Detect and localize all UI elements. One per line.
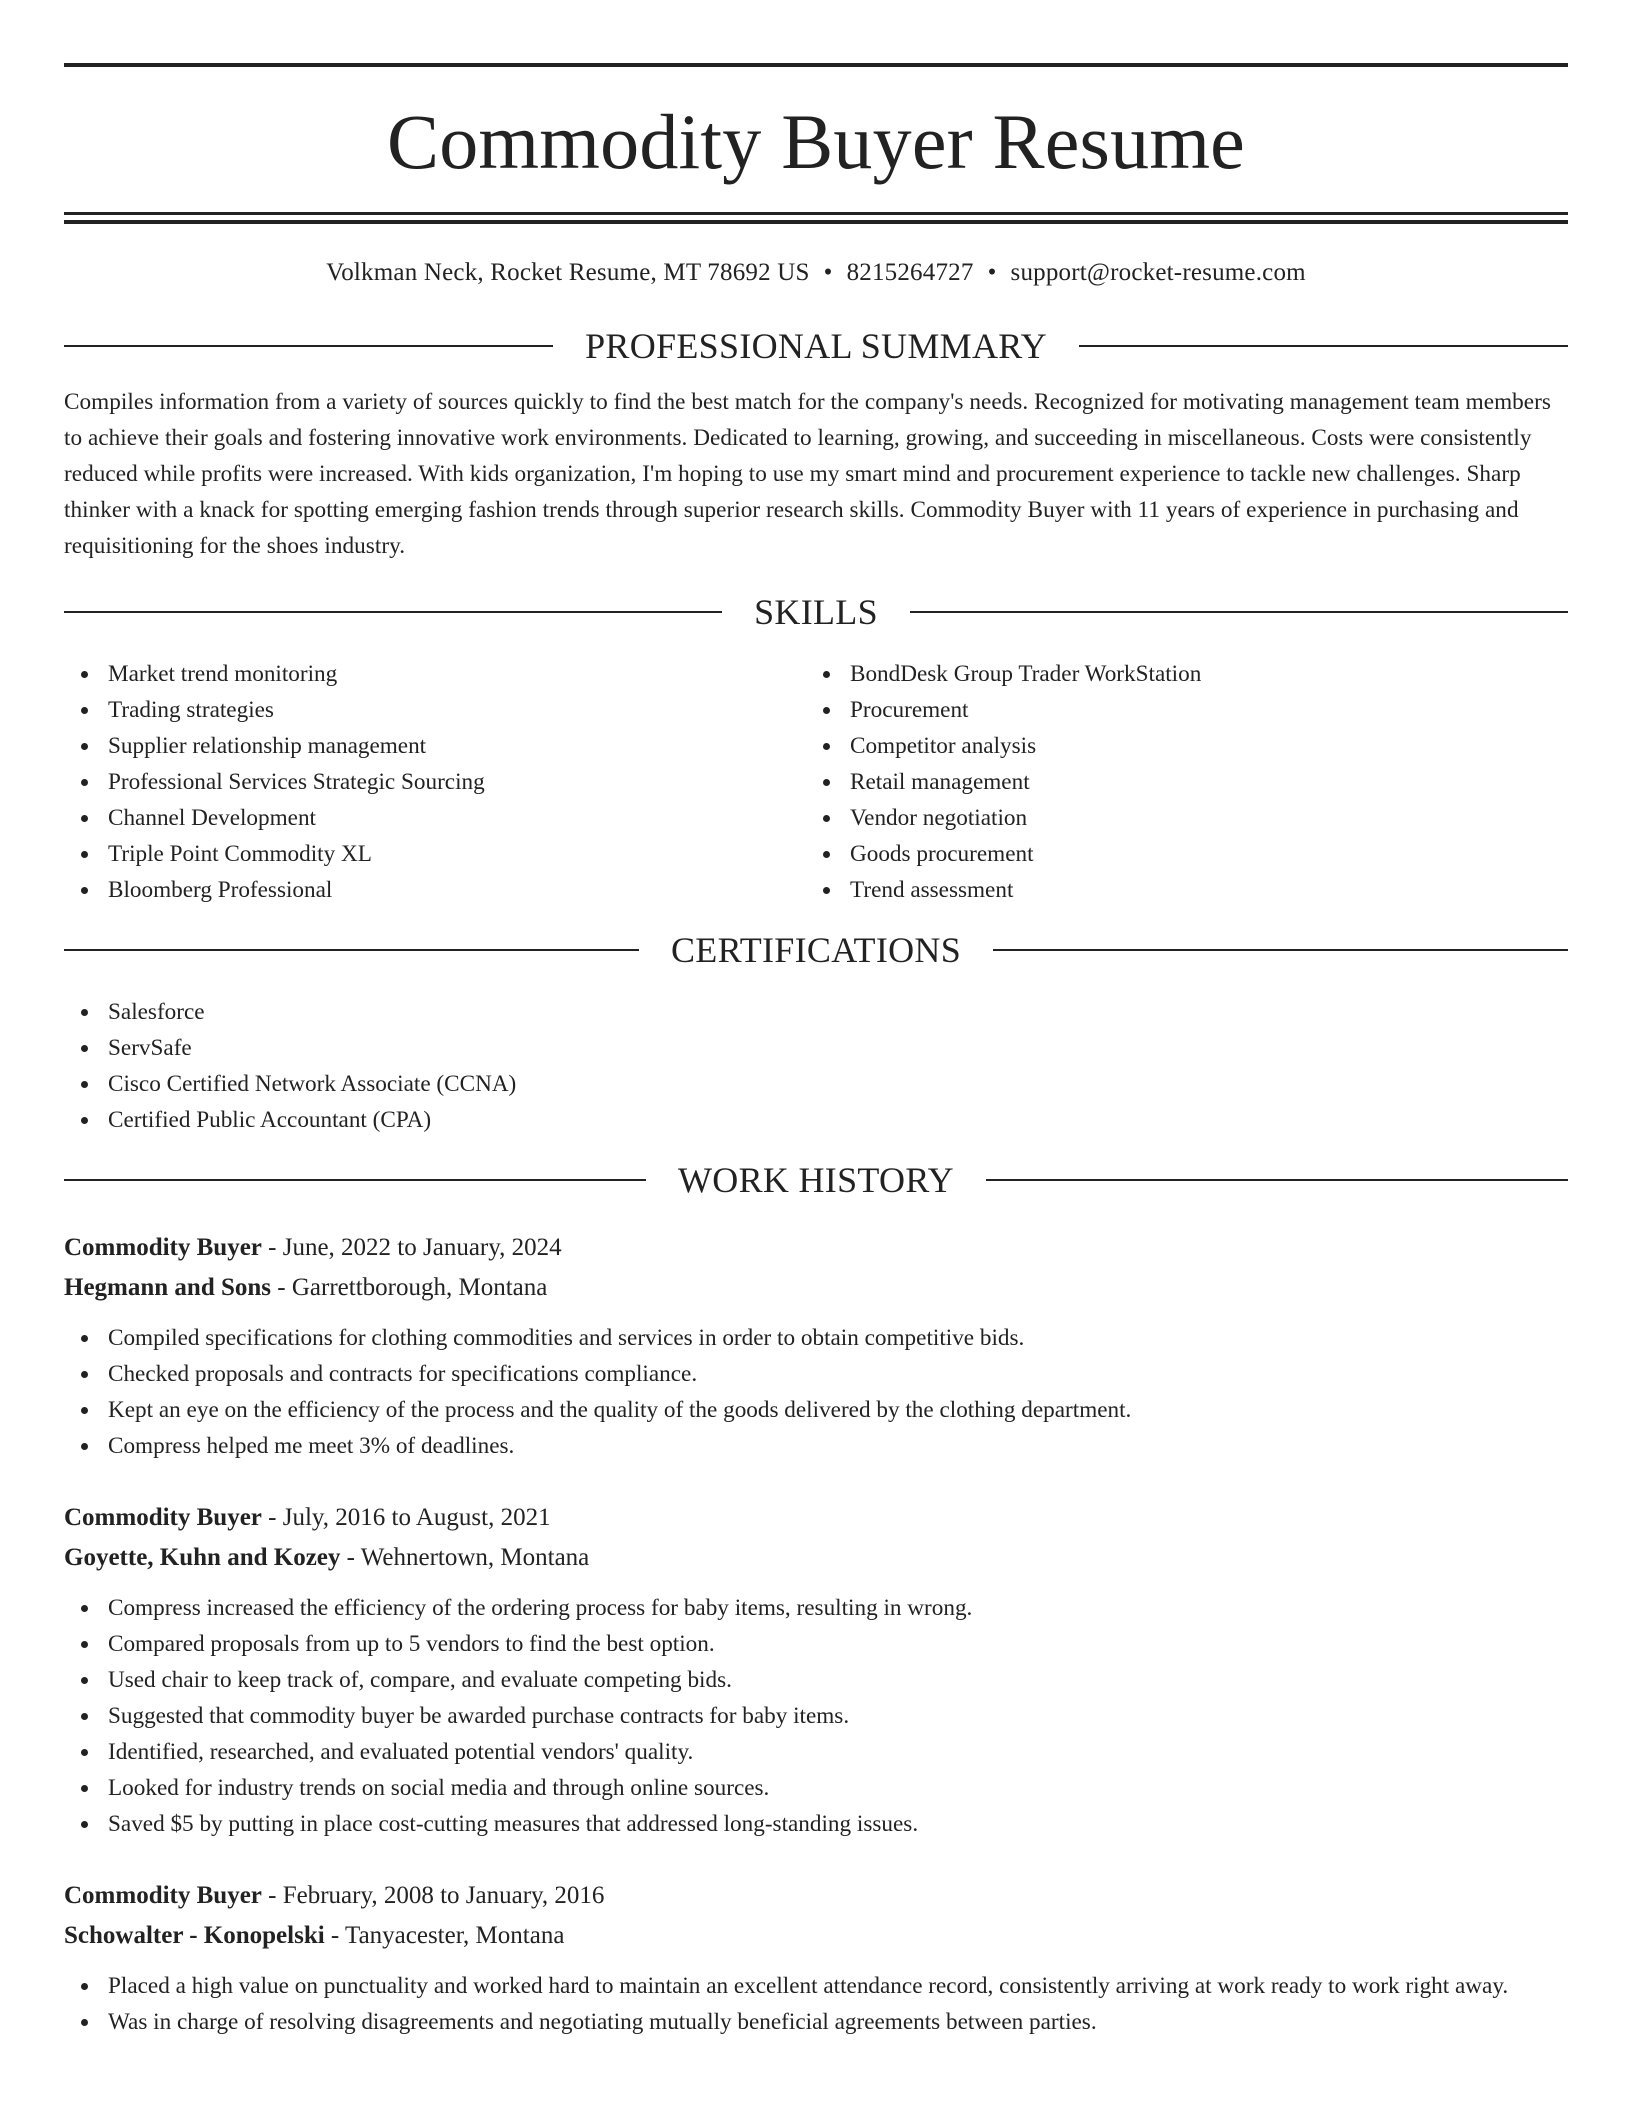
job-bullet: Kept an eye on the efficiency of the process and the quality of the goods delivered by the clothing department.: [64, 1392, 1568, 1428]
certification-item: Salesforce: [64, 994, 1568, 1030]
job-bullet: Checked proposals and contracts for specifications compliance.: [64, 1356, 1568, 1392]
heading-rule-left: [64, 611, 722, 613]
skill-item: Market trend monitoring: [64, 656, 806, 692]
contact-separator: •: [987, 259, 997, 286]
summary-text: Compiles information from a variety of sources quickly to find the best match for the company's needs. Recognized for motivating management team members to achieve their goals and fostering innovative work environments. Dedicated to learning, growing, and succeeding in miscellaneous. Costs were consistently reduced while profits were increased. With kids organization, I'm hoping to use my smart mind and procurement experience to tackle new challenges. Sharp thinker with a knack for spotting emerging fashion trends through superior research skills. Commodity Buyer with 11 years of experience in purchasing and requisitioning for the shoes industry.: [64, 389, 1551, 559]
work-section-heading: [64, 1160, 1568, 1200]
certifications-heading: CERTIFICATIONS: [670, 930, 962, 970]
job-company-line: [64, 1538, 1568, 1578]
skill-item: Professional Services Strategic Sourcing: [64, 764, 806, 800]
job-bullet: Identified, researched, and evaluated potential vendors' quality.: [64, 1734, 1568, 1770]
skill-item: Procurement: [806, 692, 1548, 728]
job-bullet: Compared proposals from up to 5 vendors to find the best option.: [64, 1626, 1568, 1662]
header-top-rule: [64, 63, 1568, 67]
job-entry: [64, 1498, 1568, 1842]
heading-rule-left: [64, 949, 639, 951]
contact-line: [64, 258, 1568, 288]
job-location: - Wehnertown, Montana: [340, 1544, 590, 1571]
job-bullets: [64, 1320, 1568, 1464]
certifications-list: [64, 994, 1568, 1138]
summary-heading: PROFESSIONAL SUMMARY: [585, 326, 1047, 366]
job-title: Commodity Buyer: [64, 1234, 262, 1261]
job-location: - Tanyacester, Montana: [324, 1922, 565, 1949]
job-entry: [64, 1228, 1568, 1464]
skill-item: Goods procurement: [806, 836, 1548, 872]
skill-item: BondDesk Group Trader WorkStation: [806, 656, 1548, 692]
heading-rule-left: [64, 1179, 646, 1181]
job-company: Schowalter - Konopelski: [64, 1922, 325, 1949]
job-dates: - June, 2022 to January, 2024: [261, 1234, 562, 1261]
skills-section-heading: [64, 592, 1568, 632]
job-company-line: [64, 1916, 1568, 1956]
heading-rule-right: [986, 1179, 1568, 1181]
skill-item: Competitor analysis: [806, 728, 1548, 764]
heading-rule-right: [910, 611, 1568, 613]
skill-item: Channel Development: [64, 800, 806, 836]
job-title-line: [64, 1876, 1568, 1916]
job-bullet: Compiled specifications for clothing commodities and services in order to obtain competitive bids.: [64, 1320, 1568, 1356]
resume-page: [64, 0, 1568, 2040]
job-company: Goyette, Kuhn and Kozey: [64, 1544, 341, 1571]
contact-email: support@rocket-resume.com: [1010, 259, 1306, 286]
job-title: Commodity Buyer: [64, 1882, 262, 1909]
certification-item: ServSafe: [64, 1030, 1568, 1066]
job-bullet: Placed a high value on punctuality and worked hard to maintain an excellent attendance record, consistently arriving at work ready to work right away.: [64, 1968, 1568, 2004]
skill-item: Retail management: [806, 764, 1548, 800]
header-double-rule: [64, 212, 1568, 224]
job-dates: - July, 2016 to August, 2021: [261, 1504, 551, 1531]
job-title-line: [64, 1498, 1568, 1538]
contact-address: Volkman Neck, Rocket Resume, MT 78692 US: [326, 259, 810, 286]
heading-rule-right: [1079, 345, 1568, 347]
certifications-section-heading: [64, 930, 1568, 970]
job-dates: - February, 2008 to January, 2016: [261, 1882, 605, 1909]
job-bullet: Compress helped me meet 3% of deadlines.: [64, 1428, 1568, 1464]
job-bullet: Saved $5 by putting in place cost-cutting measures that addressed long-standing issues.: [64, 1806, 1568, 1842]
job-bullet: Suggested that commodity buyer be awarded purchase contracts for baby items.: [64, 1698, 1568, 1734]
job-title-line: [64, 1228, 1568, 1268]
skill-item: Vendor negotiation: [806, 800, 1548, 836]
job-bullet: Was in charge of resolving disagreements and negotiating mutually beneficial agreements between parties.: [64, 2004, 1568, 2040]
job-company-line: [64, 1268, 1568, 1308]
job-entry: [64, 1876, 1568, 2040]
job-bullets: [64, 1968, 1568, 2040]
job-title: Commodity Buyer: [64, 1504, 262, 1531]
heading-rule-left: [64, 345, 553, 347]
skills-columns: [64, 656, 1568, 908]
skill-item: Supplier relationship management: [64, 728, 806, 764]
job-bullet: Used chair to keep track of, compare, and evaluate competing bids.: [64, 1662, 1568, 1698]
skill-item: Trend assessment: [806, 872, 1548, 908]
contact-separator: •: [823, 259, 833, 286]
skill-item: Bloomberg Professional: [64, 872, 806, 908]
job-location: - Garrettborough, Montana: [271, 1274, 548, 1301]
certification-item: Certified Public Accountant (CPA): [64, 1102, 1568, 1138]
skills-list-left: [64, 656, 806, 908]
resume-title: Commodity Buyer Resume: [386, 98, 1246, 185]
job-company: Hegmann and Sons: [64, 1274, 272, 1301]
contact-phone: 8215264727: [846, 259, 974, 286]
skill-item: Trading strategies: [64, 692, 806, 728]
job-bullet: Compress increased the efficiency of the ordering process for baby items, resulting in wrong.: [64, 1590, 1568, 1626]
skill-item: Triple Point Commodity XL: [64, 836, 806, 872]
job-bullet: Looked for industry trends on social media and through online sources.: [64, 1770, 1568, 1806]
summary-section-heading: [64, 326, 1568, 366]
work-heading: WORK HISTORY: [678, 1160, 954, 1200]
skills-list-right: [806, 656, 1548, 908]
job-bullets: [64, 1590, 1568, 1842]
certification-item: Cisco Certified Network Associate (CCNA): [64, 1066, 1568, 1102]
skills-heading: SKILLS: [754, 592, 878, 632]
heading-rule-right: [993, 949, 1568, 951]
